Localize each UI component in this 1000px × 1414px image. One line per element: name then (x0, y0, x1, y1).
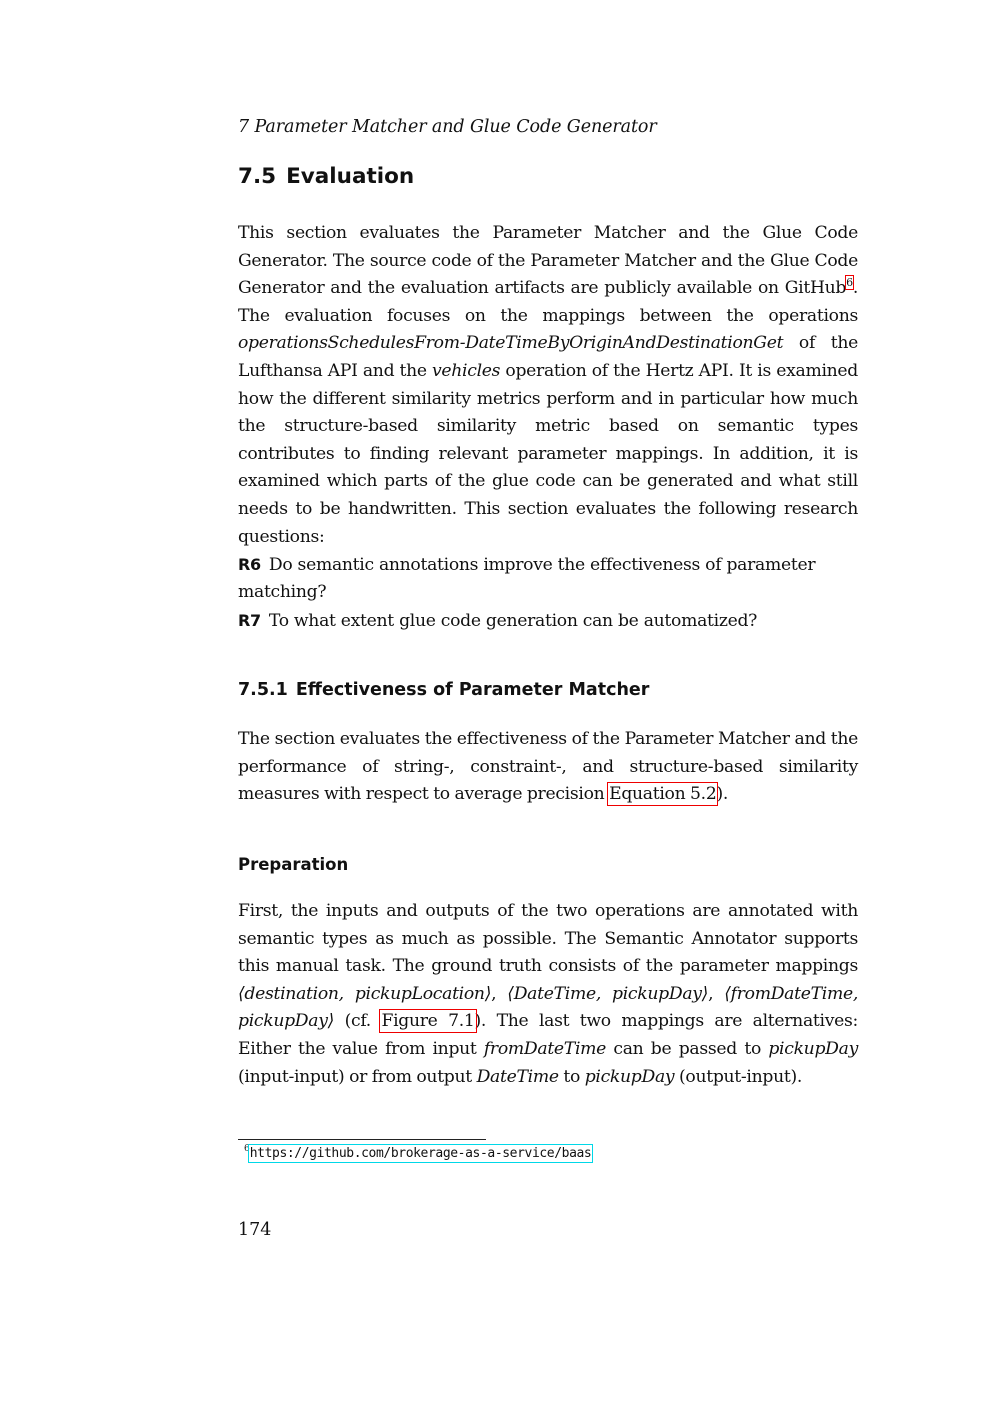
subsection-title (238, 680, 649, 700)
separator: , (708, 983, 725, 1004)
mapping-1: ⟨destination, pickupLocation⟩ (238, 983, 492, 1004)
rq-label: R6 (238, 555, 261, 574)
preparation-text-6: to (558, 1066, 585, 1087)
footnote-6-link[interactable]: 6 (846, 276, 853, 290)
intro-text-3: of the Lufthansa API and the (238, 333, 858, 381)
footnote-mark: 6 (244, 1144, 250, 1154)
research-question-r7 (238, 607, 858, 635)
variable-name: fromDateTime (483, 1038, 607, 1059)
preparation-text-1: First, the inputs and outputs of the two operations are annotated with semantic types as much as possible. The Semantic Annotator supports this manual task. The ground truth consists of the parameter mappings (238, 901, 858, 977)
mapping-2: ⟨DateTime, pickupDay⟩ (507, 983, 709, 1004)
rq-text: Do semantic annotations improve the effectiveness of parameter matching? (238, 555, 816, 602)
intro-text-4: operation of the Hertz API. It is examined how the different similarity metrics perform and in particular how much the structure-based similarity metric based on semantic types contributes to finding relevant parameter mappings. In addition, it is examined which parts of the glue code can be generated and what still needs to be handwritten. This section evaluates the following research questions: (238, 360, 858, 547)
preparation-text-4: can be passed to (606, 1038, 769, 1059)
preparation-text-3: ). The last two mappings are alternatives: Either the value from input (238, 1011, 858, 1059)
operation-name-lufthansa: operationsSchedulesFrom-DateTimeByOriginAndDestinationGet (238, 333, 784, 354)
footnote-rule (238, 1139, 486, 1140)
effectiveness-text-2: ). (716, 784, 729, 805)
footnote-url-link[interactable]: https://github.com/brokerage-as-a-service/baas (249, 1145, 592, 1161)
variable-name: pickupDay (584, 1066, 675, 1087)
running-head: 7 Parameter Matcher and Glue Code Generator (238, 117, 657, 137)
section-title-text: Evaluation (286, 164, 415, 189)
subsection-title-text: Effectiveness of Parameter Matcher (295, 680, 650, 700)
rq-text: To what extent glue code generation can be automatized? (268, 611, 758, 631)
subsection-number: 7.5.1 (238, 680, 288, 700)
preparation-text-5: (input-input) or from output (238, 1066, 477, 1087)
effectiveness-paragraph (238, 726, 858, 809)
variable-name: pickupDay (768, 1038, 858, 1059)
intro-text-2: . The evaluation focuses on the mappings between the operations (238, 278, 858, 326)
variable-name: DateTime (476, 1066, 559, 1087)
operation-name-hertz: vehicles (432, 360, 501, 381)
rq-label: R7 (238, 611, 261, 630)
section-title (238, 164, 414, 189)
footnote-6 (244, 1144, 591, 1161)
mapping-3: ⟨fromDateTime, pickupDay⟩ (238, 983, 858, 1032)
preparation-text-7: (output-input). (674, 1066, 803, 1087)
paragraph-title-preparation: Preparation (238, 855, 349, 874)
figure-7-1-link[interactable]: Figure 7.1 (381, 1011, 475, 1032)
equation-5-2-link[interactable]: Equation 5.2 (609, 784, 717, 805)
section-number: 7.5 (238, 164, 277, 189)
intro-paragraph (238, 220, 858, 551)
effectiveness-text-1: The section evaluates the effectiveness of the Parameter Matcher and the performance of string-, constraint-, and structure-based similarity measures with respect to average precision (238, 729, 858, 805)
research-question-r6 (238, 551, 858, 606)
page-number: 174 (238, 1220, 272, 1240)
preparation-text-2: (cf. (334, 1011, 382, 1032)
intro-text-1: This section evaluates the Parameter Matcher and the Glue Code Generator. The source code of the Parameter Matcher and the Glue Code Generator and the evaluation artifacts are publicly available on GitHub (238, 223, 858, 299)
preparation-paragraph (238, 898, 858, 1091)
separator: , (491, 983, 508, 1004)
